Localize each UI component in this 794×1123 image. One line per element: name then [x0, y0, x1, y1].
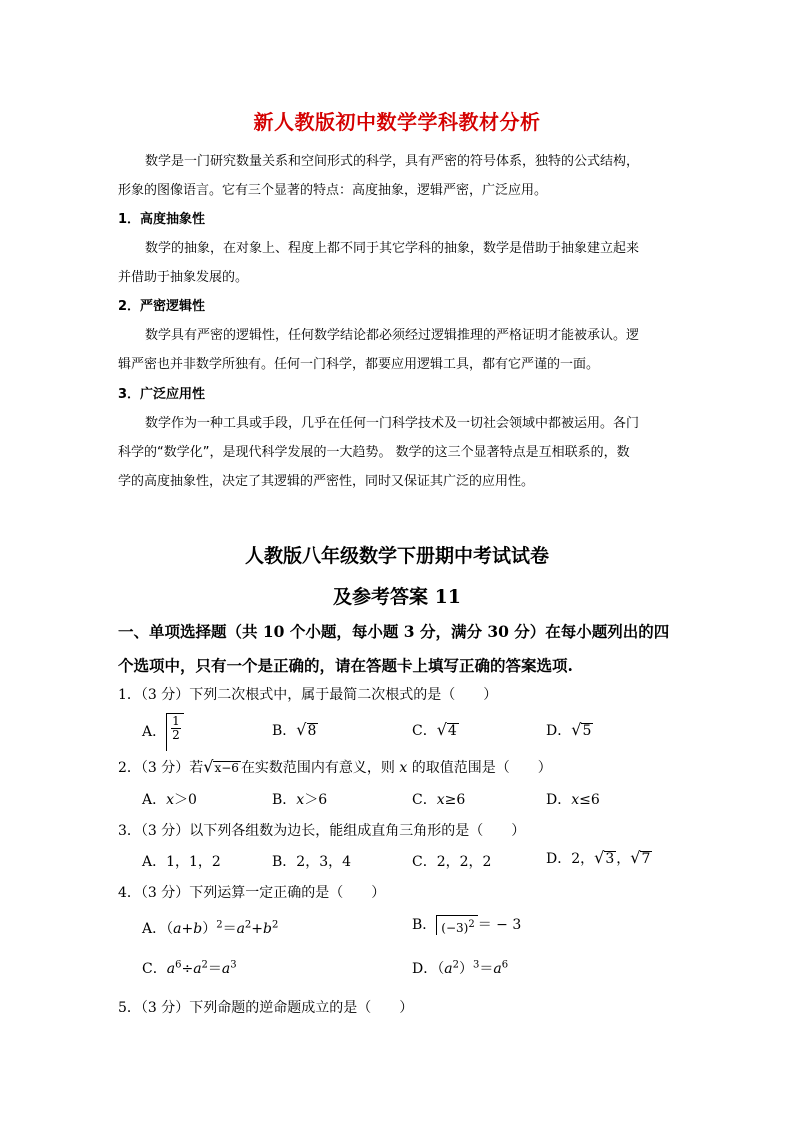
- q1-option-b: [272, 720, 318, 740]
- q2-text-end: 的取值范围是（ ）: [407, 760, 552, 776]
- question-3: 3．（3 分）以下列各组数为边长，能组成直角三角形的是（ ）: [118, 823, 526, 839]
- q4-option-c: [142, 958, 237, 978]
- q1-option-a: [142, 713, 184, 751]
- q1-option-d: [546, 720, 593, 740]
- document-title: 新人教版初中数学学科教材分析: [253, 110, 541, 134]
- q3-option-d-label: D．2，: [546, 851, 595, 867]
- q2-option-c-var: x: [436, 792, 445, 808]
- q4-option-a-label: A．: [142, 921, 167, 937]
- intro-p3-line2: 辑严密也并非数学所独有。任何一门科学，都要应用逻辑工具，都有它严谨的一面。: [118, 357, 600, 372]
- q3-option-d-radicand1: 3: [605, 851, 615, 867]
- fraction-numerator: 1: [172, 714, 180, 728]
- q2-option-d-label: D．: [546, 792, 572, 808]
- q1-option-c-label: C．: [412, 723, 437, 739]
- q4-option-b: [412, 914, 521, 935]
- q2-text: 在实数范围内有意义，则: [240, 760, 400, 776]
- section-heading-abstract: 1．高度抽象性: [118, 212, 206, 227]
- q3-option-d-radicand2: 7: [641, 851, 651, 867]
- q3-option-a: A．1，1，2: [142, 854, 221, 870]
- intro-p4-line3: 学的高度抽象性，决定了其逻辑的严密性，同时又保证其广泛的应用性。: [118, 474, 535, 489]
- q2-option-c-label: C．: [412, 792, 437, 808]
- q4-option-a-expr: $(a+b)^2=a^2+b^2$: [166, 919, 279, 937]
- sqrt-symbol: √: [630, 848, 641, 867]
- q2-option-d-rel: ≤6: [579, 792, 600, 808]
- q4-option-d: [412, 958, 508, 978]
- intro-p4-line2: 科学的“数学化”，是现代科学发展的一大趋势。 数学的这三个显著特点是互相联系的，数: [118, 445, 630, 460]
- q2-option-b-rel: ＞6: [304, 792, 328, 808]
- intro-p3-line1: 数学具有严密的逻辑性，任何数学结论都必须经过逻辑推理的严格证明才能被承认。逻: [145, 328, 640, 343]
- q4-option-d-expr: $(a^2)^3=a^6$: [437, 959, 509, 977]
- q4-option-b-result: ＝ − 3: [477, 917, 522, 933]
- q1-option-b-label: B．: [272, 723, 297, 739]
- question-4: 4．（3 分）下列运算一定正确的是（ ）: [118, 885, 386, 901]
- q2-option-a: [142, 789, 197, 809]
- q2-radicand: x−6: [214, 761, 239, 775]
- q4-option-a: [142, 918, 278, 938]
- intro-p2-line1: 数学的抽象，在对象上、程度上都不同于其它学科的抽象，数学是借助于抽象建立起来: [145, 241, 640, 256]
- intro-p2-line2: 并借助于抽象发展的。: [118, 270, 249, 285]
- q1-option-a-radical: [166, 713, 184, 751]
- q2-option-b-label: B．: [272, 792, 297, 808]
- sqrt-symbol: √: [571, 720, 582, 739]
- q2-option-b-var: x: [296, 792, 305, 808]
- q2-prefix: 2．（3 分）若: [118, 760, 204, 776]
- q2-variable: x: [399, 760, 408, 776]
- q2-option-d: [546, 789, 600, 809]
- sqrt-symbol: √: [203, 757, 214, 776]
- q2-option-c: [412, 789, 465, 809]
- intro-p1-line2: 形象的图像语言。它有三个显著的特点：高度抽象，逻辑严密，广泛应用。: [118, 183, 548, 198]
- q3-option-d-separator: ，: [616, 851, 631, 867]
- q2-option-c-rel: ≥6: [444, 792, 466, 808]
- q3-option-b: B．2，3，4: [272, 854, 352, 870]
- question-5: 5．（3 分）下列命题的逆命题成立的是（ ）: [118, 1000, 414, 1016]
- q1-option-d-label: D．: [546, 723, 572, 739]
- q4-option-b-label: B．: [412, 917, 437, 933]
- exam-title-line1: 人教版八年级数学下册期中考试试卷: [244, 545, 549, 567]
- sqrt-symbol: √: [594, 848, 605, 867]
- intro-p1-line1: 数学是一门研究数量关系和空间形式的科学，具有严密的符号体系，独特的公式结构，: [145, 154, 640, 169]
- q3-option-c: C．2，2，2: [412, 854, 492, 870]
- q1-option-a-label: A．: [142, 724, 167, 740]
- section1-instructions-line2: 个选项中，只有一个是正确的，请在答题卡上填写正确的答案选项.: [118, 656, 573, 675]
- section-heading-application: 3．广泛应用性: [118, 387, 206, 402]
- intro-p4-line1: 数学作为一种工具或手段，几乎在任何一门科学技术及一切社会领域中都被运用。各门: [145, 416, 640, 431]
- q3-option-d: [546, 848, 652, 868]
- q2-option-a-label: A．: [142, 792, 167, 808]
- q2-option-a-var: x: [166, 792, 175, 808]
- q2-option-d-var: x: [571, 792, 580, 808]
- q4-option-b-radical: $(-3)^2$: [436, 915, 477, 935]
- section-heading-logic: 2．严密逻辑性: [118, 299, 206, 314]
- q4-option-c-label: C．: [142, 961, 167, 977]
- q1-option-c: [412, 720, 459, 740]
- question-2: [118, 757, 552, 777]
- q4-option-b-radicand: (−3): [441, 921, 469, 935]
- exam-title-line2: 及参考答案 11: [332, 586, 462, 608]
- q1-option-d-radicand: 5: [582, 723, 592, 739]
- q4-option-d-label: D．: [412, 961, 438, 977]
- q2-option-b: [272, 789, 327, 809]
- section1-instructions-line1: 一、单项选择题（共 10 个小题，每小题 3 分，满分 30 分）在每小题列出的四: [118, 622, 670, 641]
- sqrt-symbol: √: [436, 720, 447, 739]
- q1-option-c-radicand: 4: [447, 723, 457, 739]
- sqrt-symbol: √: [296, 720, 307, 739]
- q2-option-a-rel: ＞0: [174, 792, 197, 808]
- question-1: 1．（3 分）下列二次根式中，属于最简二次根式的是（ ）: [118, 687, 498, 703]
- fraction-denominator: 2: [172, 727, 180, 742]
- q4-option-c-expr: $a^6\div a^2=a^3$: [166, 959, 237, 977]
- q1-option-b-radicand: 8: [307, 723, 317, 739]
- q1-option-a-fraction: [171, 715, 181, 741]
